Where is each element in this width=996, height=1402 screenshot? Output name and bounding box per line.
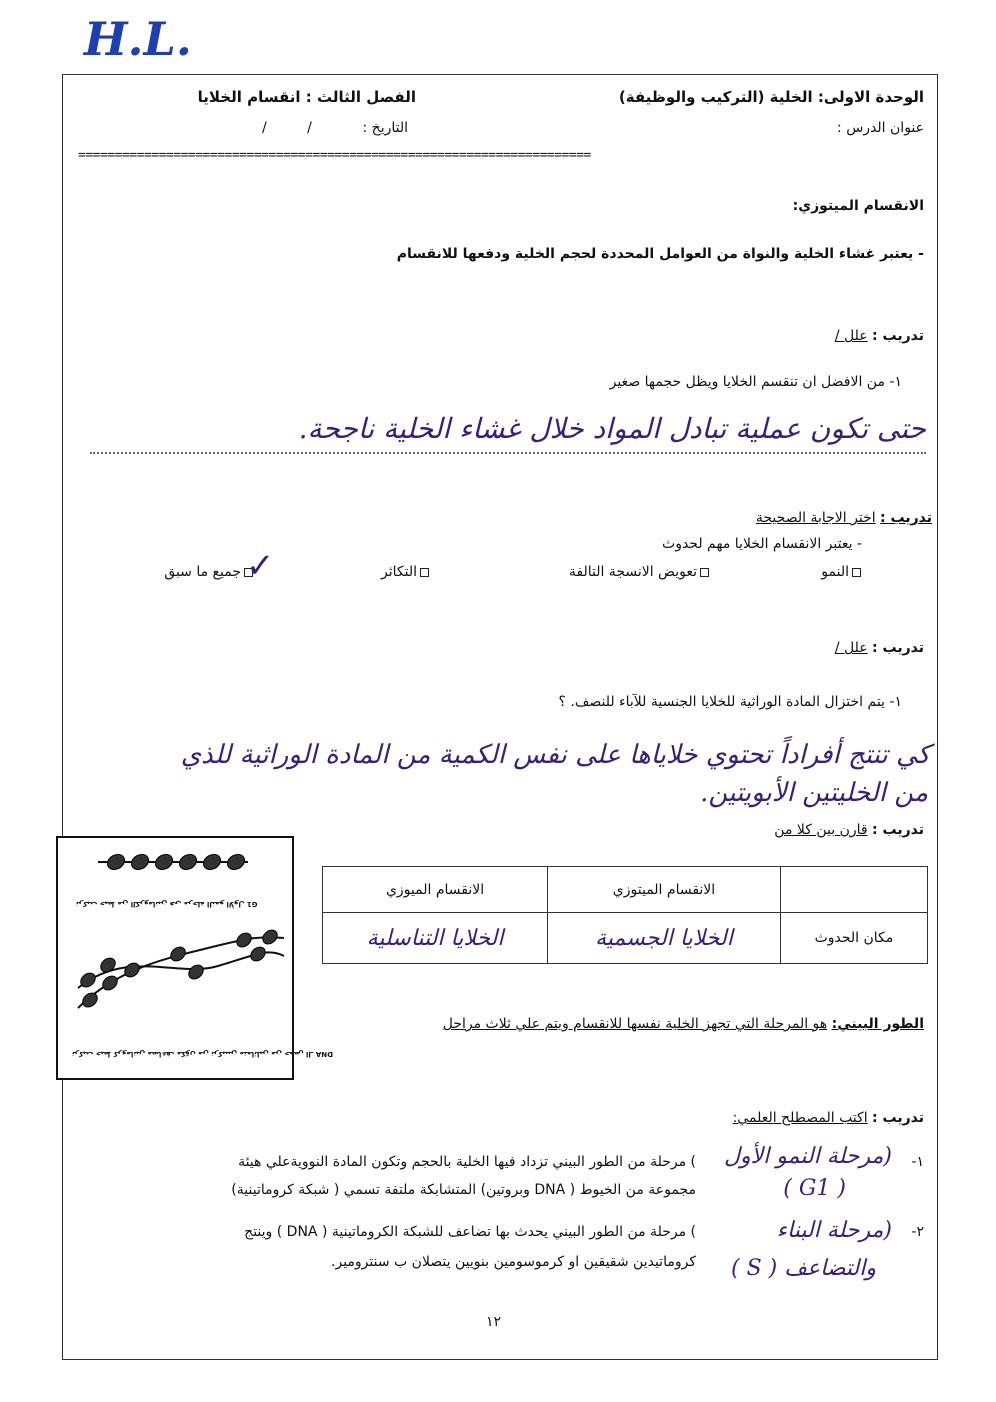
exercise1-question: ١- من الافضل ان تنقسم الخلايا ويظل حجمها صغير bbox=[609, 374, 902, 390]
option-tissue-repair-label: تعويض الانسجة التالفة bbox=[568, 564, 697, 580]
unit-title: الوحدة الاولى: الخلية (التركيب والوظيفة) bbox=[618, 88, 924, 106]
corner-initials: H.L. bbox=[84, 12, 192, 66]
interphase-definition bbox=[443, 1016, 924, 1032]
exercise2-question: - يعتبر الانقسام الخلايا مهم لحدوث bbox=[662, 536, 862, 552]
option-growth-checkbox[interactable] bbox=[852, 568, 861, 577]
term2-line2: كروماتيدين شقيقين او كرموسومين بنويين يتصلان ب سنترومير. bbox=[331, 1254, 696, 1270]
term2-answer-a: (مرحلة البناء bbox=[776, 1218, 892, 1243]
meiosis-answer: الخلايا التناسلية bbox=[323, 913, 548, 964]
mitosis-heading: الانقسام الميتوزي: bbox=[792, 198, 924, 214]
term1-line1: ) مرحلة من الطور البيني تزداد فيها الخلية بالحجم وتكون المادة النوويةعلي هيئة bbox=[238, 1154, 696, 1170]
exercise2-instruction: اختر الاجابة الصحيحة bbox=[755, 510, 876, 526]
option-tissue-repair-checkbox[interactable] bbox=[700, 568, 709, 577]
check-mark-icon: ✓ bbox=[246, 546, 275, 586]
option-growth[interactable] bbox=[821, 564, 864, 580]
interphase-term: الطور البيني: bbox=[831, 1016, 924, 1032]
term1-number: ١- bbox=[911, 1154, 924, 1170]
exercise2-label bbox=[756, 510, 932, 526]
exercise3-label bbox=[835, 640, 924, 656]
exercise1-label-text: تدريب : bbox=[872, 328, 924, 344]
exercise3-instruction: علل / bbox=[834, 640, 868, 656]
option-reproduction-label: التكاثر bbox=[381, 564, 417, 580]
exercise2-label-text: تدريب : bbox=[880, 510, 932, 526]
date-label: التاريخ : bbox=[362, 120, 408, 136]
comparison-table bbox=[322, 866, 928, 964]
option-all-of-above[interactable] bbox=[164, 564, 256, 580]
interphase-text: هو المرحلة التي تجهز الخلية نفسها للانقسام ويتم علي ثلاث مراحل bbox=[442, 1016, 828, 1032]
term1-answer-b: ( G1 ) bbox=[783, 1176, 846, 1201]
term1-line2: مجموعة من الخيوط ( DNA وبروتين) المتشابكة ملتفة تسمي ( شبكة كروماتينية) bbox=[231, 1182, 696, 1198]
lesson-title-label: عنوان الدرس : bbox=[837, 120, 924, 136]
chromatin-diagram bbox=[58, 838, 292, 1078]
exercise3-answer-line2: من الخليتين الأبويتين. bbox=[700, 778, 928, 808]
exercise1-label bbox=[835, 328, 924, 344]
term2-number: ٢- bbox=[911, 1224, 924, 1240]
comparison-header-row bbox=[323, 867, 928, 913]
page-number: ١٢ bbox=[486, 1314, 502, 1330]
header-mitosis: الانقسام الميتوزي bbox=[548, 867, 781, 913]
membrane-statement: - يعتبر غشاء الخلية والنواة من العوامل المحددة لحجم الخلية ودفعها للانقسام bbox=[396, 246, 924, 262]
figure-caption-bottom: تركيب خيط كروماتين مضاعف مكوّن من تركيبين متماثلين من حمض الـ DNA bbox=[72, 1050, 333, 1058]
exercise3-question: ١- يتم اختزال المادة الوراثية للخلايا الجنسية للآباء للنصف. ؟ bbox=[558, 694, 902, 710]
exercise4-instruction: قارن بين كلا من bbox=[774, 822, 868, 838]
chromatin-figure bbox=[56, 836, 333, 1080]
mitosis-answer: الخلايا الجسمية bbox=[548, 913, 781, 964]
separator-line: ====================================================================== bbox=[78, 148, 591, 163]
figure-caption-top: تركيب خيط من الكروماتين في مرحلة النمو الأول G1 bbox=[76, 900, 258, 908]
term2-answer-b: والتضاعف ( S ) bbox=[731, 1256, 876, 1281]
exercise5-instruction: اكتب المصطلح العلمي: bbox=[732, 1110, 868, 1126]
exercise1-instruction: علل / bbox=[834, 328, 868, 344]
option-growth-label: النمو bbox=[821, 564, 849, 580]
date-slashes: / / bbox=[262, 120, 330, 136]
exercise4-label-text: تدريب : bbox=[872, 822, 924, 838]
exercise5-label-text: تدريب : bbox=[872, 1110, 924, 1126]
row-label-location: مكان الحدوث bbox=[780, 913, 927, 964]
header-empty bbox=[780, 867, 927, 913]
chapter-title: الفصل الثالث : انقسام الخلايا bbox=[197, 88, 416, 106]
exercise1-answer-line bbox=[90, 452, 926, 454]
comparison-location-row bbox=[323, 913, 928, 964]
exercise3-answer-line1: كي تنتج أفراداً تحتوي خلاياها على نفس الكمية من المادة الوراثية للذي bbox=[180, 740, 930, 770]
exercise4-label bbox=[774, 822, 924, 838]
option-reproduction[interactable] bbox=[381, 564, 432, 580]
exercise3-label-text: تدريب : bbox=[872, 640, 924, 656]
header-meiosis: الانقسام الميوزي bbox=[323, 867, 548, 913]
term2-line1: ) مرحلة من الطور البيني يحدث بها تضاعف للشبكة الكروماتينية ( DNA ) وينتج bbox=[244, 1224, 696, 1240]
option-reproduction-checkbox[interactable] bbox=[420, 568, 429, 577]
term1-answer-a: (مرحلة النمو الأول bbox=[724, 1144, 892, 1169]
exercise1-handwritten-answer: حتى تكون عملية تبادل المواد خلال غشاء الخلية ناجحة. bbox=[298, 412, 926, 445]
option-all-label: جميع ما سبق bbox=[164, 564, 241, 580]
exercise5-label bbox=[733, 1110, 924, 1126]
option-tissue-repair[interactable] bbox=[569, 564, 712, 580]
